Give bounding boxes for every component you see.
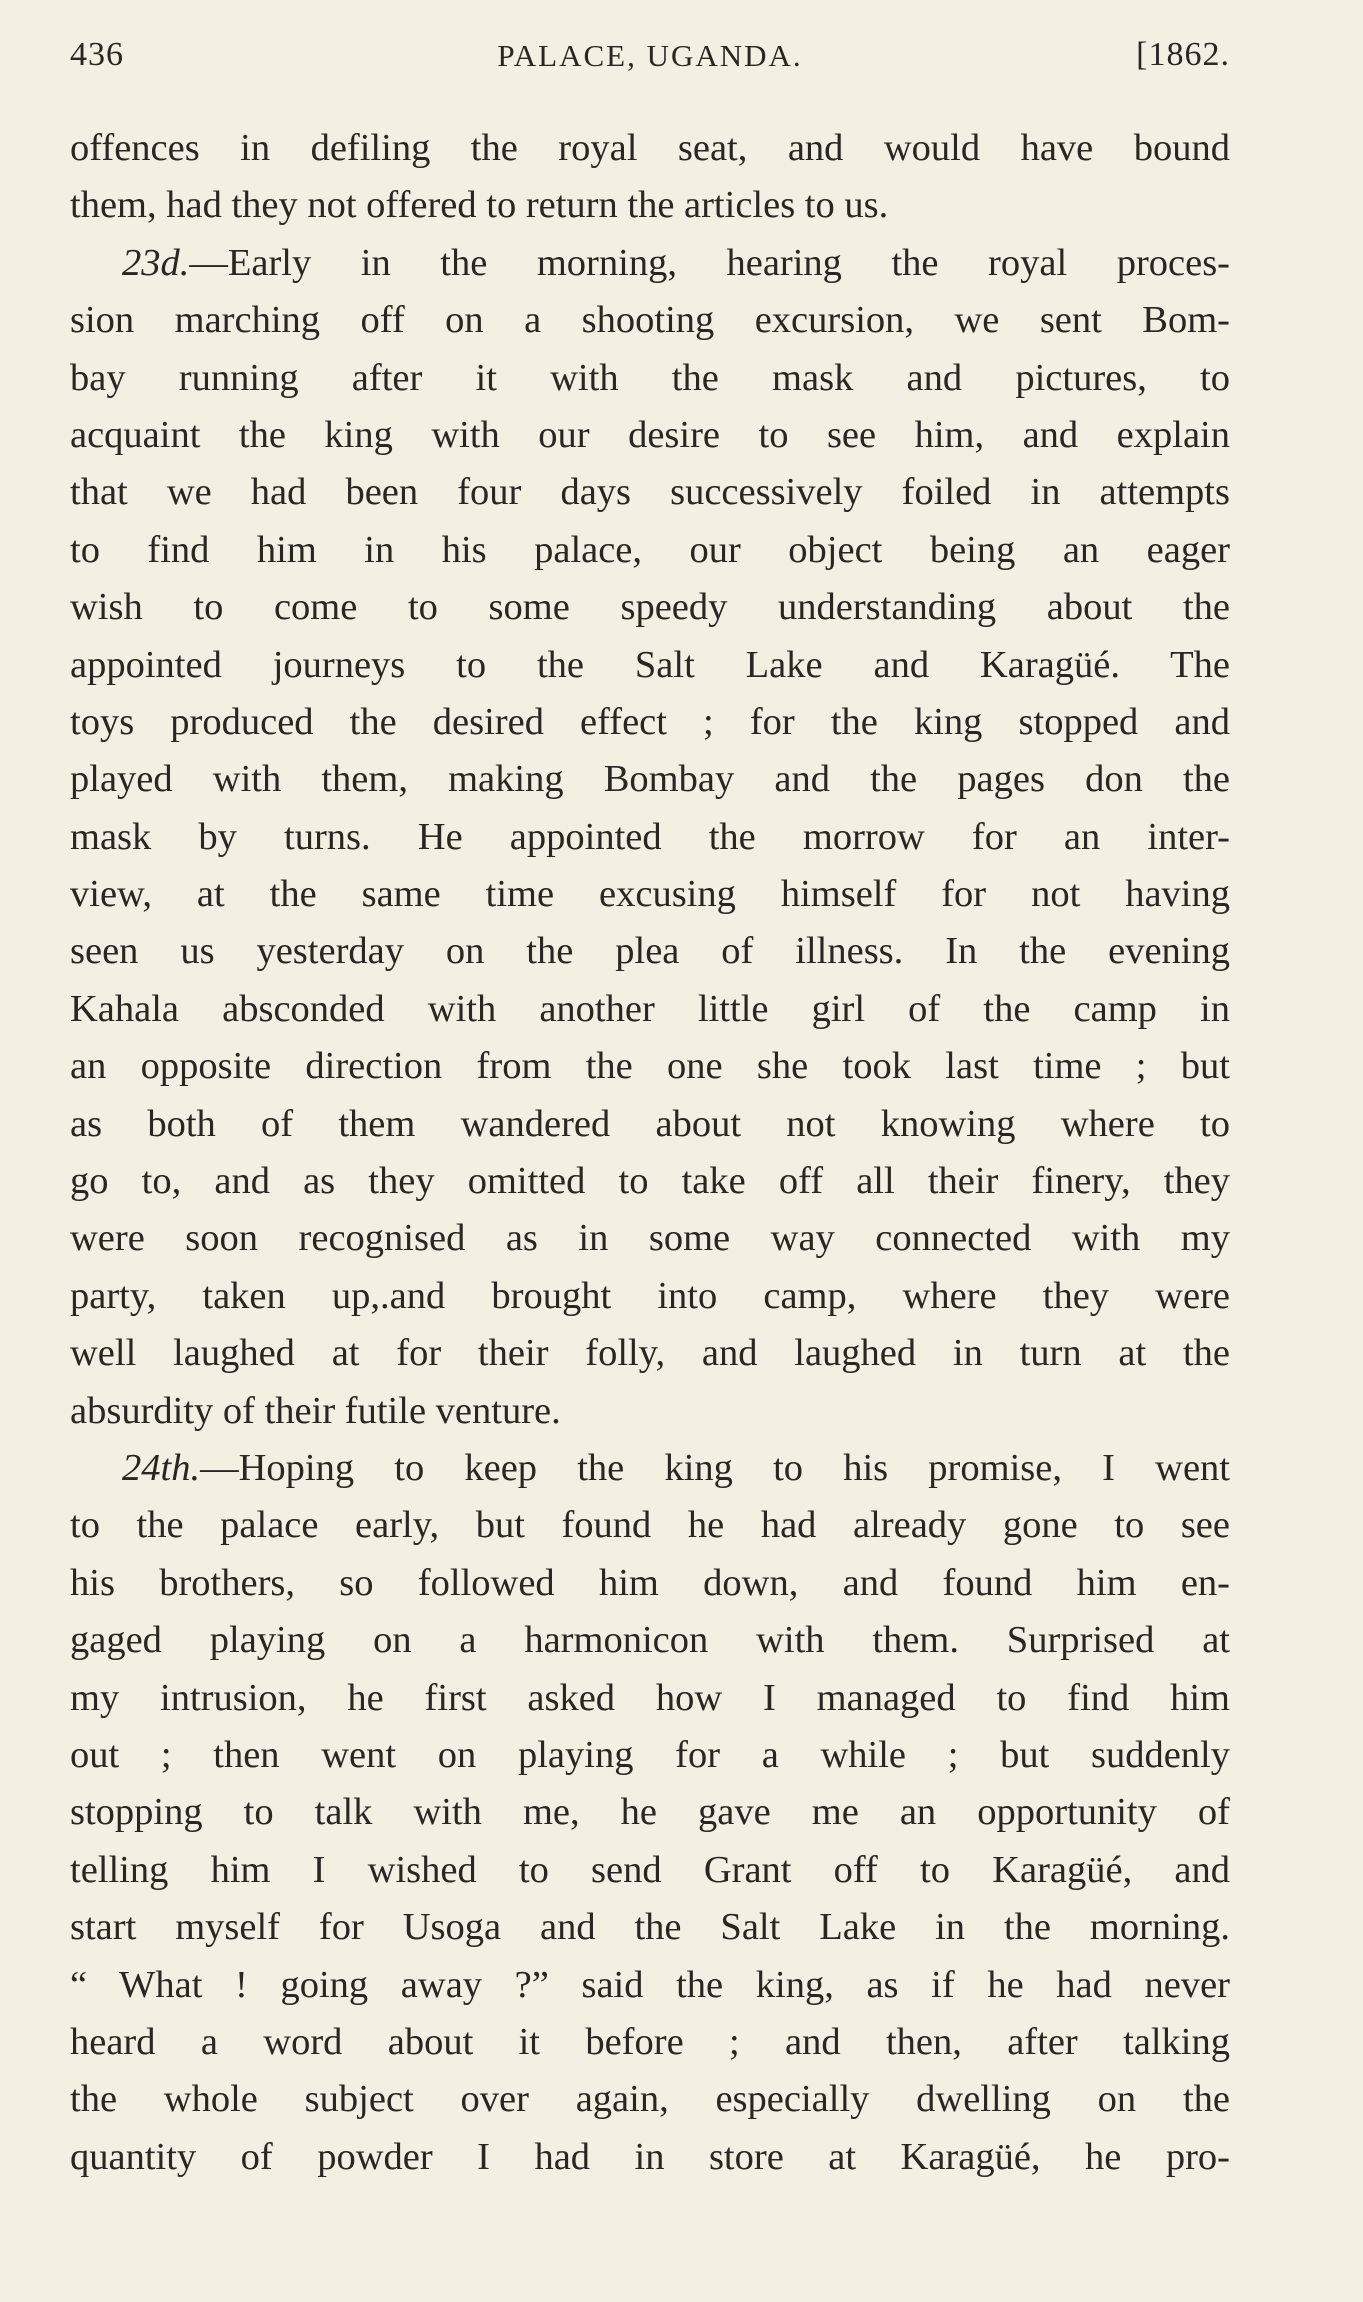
line-text: —Early in the morning, hearing the royal proces- xyxy=(189,241,1230,284)
line-text: out ; then went on playing for a while ; but suddenly xyxy=(70,1733,1230,1776)
text-line xyxy=(70,2129,1230,2186)
line-text: toys produced the desired effect ; for the king stopped and xyxy=(70,700,1230,743)
line-text: appointed journeys to the Salt Lake and Karagüé. The xyxy=(70,643,1230,686)
line-text: stopping to talk with me, he gave me an opportunity of xyxy=(70,1791,1230,1834)
text-line xyxy=(70,1096,1230,1153)
text-line xyxy=(70,1153,1230,1210)
text-line xyxy=(70,1842,1230,1899)
line-text: acquaint the king with our desire to see him, and explain xyxy=(70,413,1230,456)
line-text: go to, and as they omitted to take off all their finery, they xyxy=(70,1160,1230,1203)
text-line xyxy=(70,1612,1230,1669)
text-line xyxy=(70,120,1230,177)
text-line xyxy=(70,637,1230,694)
text-line xyxy=(70,1727,1230,1784)
line-text: absurdity of their futile venture. xyxy=(70,1389,561,1432)
text-line xyxy=(70,923,1230,980)
line-text: telling him I wished to send Grant off to Karagüé, and xyxy=(70,1848,1230,1891)
text-line xyxy=(70,866,1230,923)
line-text: to find him in his palace, our object being an eager xyxy=(70,528,1230,571)
text-line xyxy=(70,1325,1230,1382)
line-text: them, had they not offered to return the articles to us. xyxy=(70,184,889,227)
line-text: seen us yesterday on the plea of illness. In the evening xyxy=(70,930,1230,973)
text-line xyxy=(70,1268,1230,1325)
line-text: quantity of powder I had in store at Karagüé, he pro- xyxy=(70,2135,1230,2178)
line-text: sion marching off on a shooting excursion, we sent Bom- xyxy=(70,299,1230,342)
line-text: mask by turns. He appointed the morrow for an inter- xyxy=(70,815,1230,858)
line-text: that we had been four days successively foiled in attempts xyxy=(70,471,1230,514)
text-line xyxy=(70,981,1230,1038)
text-line xyxy=(70,1670,1230,1727)
line-text: start myself for Usoga and the Salt Lake in the morning. xyxy=(70,1906,1230,1949)
line-text: party, taken up,.and brought into camp, where they were xyxy=(70,1274,1230,1317)
line-text: the whole subject over again, especially dwelling on the xyxy=(70,2078,1230,2121)
text-line xyxy=(70,1957,1230,2014)
text-line xyxy=(70,1899,1230,1956)
text-line xyxy=(70,407,1230,464)
line-text: wish to come to some speedy understanding about the xyxy=(70,586,1230,629)
text-line xyxy=(70,177,1230,234)
text-line xyxy=(70,464,1230,521)
line-text: well laughed at for their folly, and laughed in turn at the xyxy=(70,1332,1230,1375)
text-line xyxy=(70,1038,1230,1095)
line-text: bay running after it with the mask and pictures, to xyxy=(70,356,1230,399)
line-text: played with them, making Bombay and the pages don the xyxy=(70,758,1230,801)
header-year: [1862. xyxy=(1136,36,1230,73)
line-text: my intrusion, he first asked how I managed to find him xyxy=(70,1676,1230,1719)
text-line xyxy=(70,350,1230,407)
text-line xyxy=(70,579,1230,636)
line-text: his brothers, so followed him down, and found him en- xyxy=(70,1561,1230,1604)
line-text: were soon recognised as in some way connected with my xyxy=(70,1217,1230,1260)
line-text: heard a word about it before ; and then, after talking xyxy=(70,2020,1230,2063)
entry-date: 24th. xyxy=(122,1446,201,1489)
text-line xyxy=(70,2014,1230,2071)
line-text: offences in defiling the royal seat, and would have bound xyxy=(70,127,1230,169)
text-line xyxy=(70,1440,1230,1497)
line-text: Kahala absconded with another little girl of the camp in xyxy=(70,987,1230,1030)
text-line xyxy=(70,694,1230,751)
book-page xyxy=(70,0,1230,2302)
page-header xyxy=(70,28,1230,88)
line-text: as both of them wandered about not knowing where to xyxy=(70,1102,1230,1145)
body-text xyxy=(70,120,1230,2186)
line-text: to the palace early, but found he had already gone to see xyxy=(70,1504,1230,1547)
text-line xyxy=(70,1555,1230,1612)
text-line xyxy=(70,235,1230,292)
entry-date: 23d. xyxy=(122,241,190,284)
text-line xyxy=(70,1784,1230,1841)
line-text: gaged playing on a harmonicon with them. Surprised at xyxy=(70,1619,1230,1662)
line-text: view, at the same time excusing himself for not having xyxy=(70,873,1230,916)
page-number: 436 xyxy=(70,36,124,73)
text-line xyxy=(70,751,1230,808)
running-title: PALACE, UGANDA. xyxy=(497,38,803,73)
line-text: “ What ! going away ?” said the king, as if he had never xyxy=(70,1963,1230,2006)
line-text: an opposite direction from the one she took last time ; but xyxy=(70,1045,1230,1088)
line-text: —Hoping to keep the king to his promise, I went xyxy=(200,1446,1230,1489)
text-line xyxy=(70,809,1230,866)
text-line xyxy=(70,1383,1230,1440)
text-line xyxy=(70,1497,1230,1554)
text-line xyxy=(70,522,1230,579)
text-line xyxy=(70,2071,1230,2128)
text-line xyxy=(70,292,1230,349)
text-line xyxy=(70,1210,1230,1267)
